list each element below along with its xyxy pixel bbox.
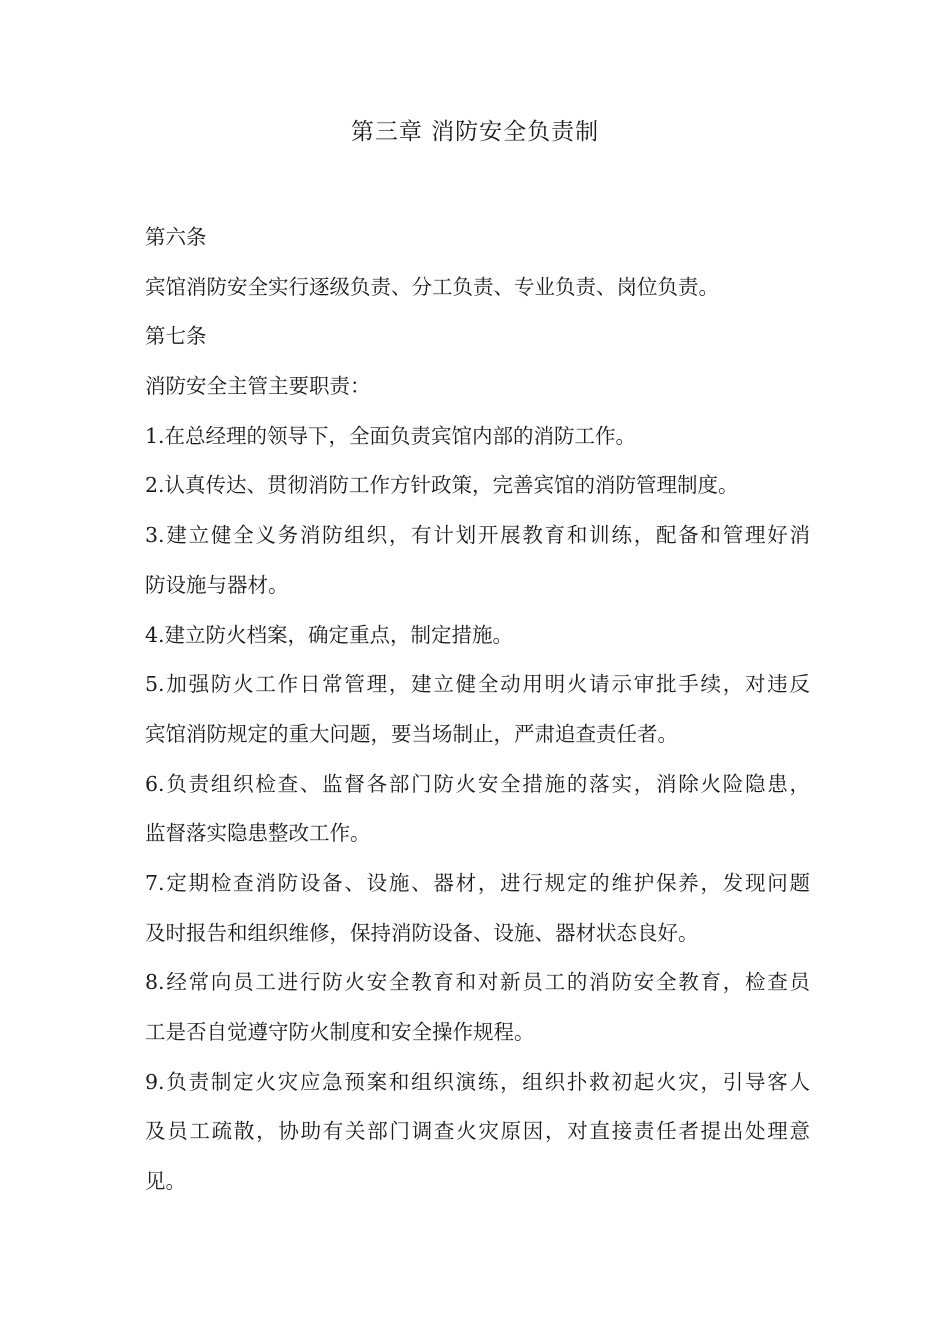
body-line: 防设施与器材。 [145,572,289,597]
body-line: 2.认真传达、贯彻消防工作方针政策，完善宾馆的消防管理制度。 [145,473,739,498]
body-line: 及时报告和组织维修，保持消防设备、设施、器材状态良好。 [145,920,699,945]
body-line: 及员工疏散，协助有关部门调查火灾原因，对直接责任者提出处理意 [145,1119,810,1144]
body-line: 4.建立防火档案，确定重点，制定措施。 [145,622,514,647]
body-line: 6.负责组织检查、监督各部门防火安全措施的落实，消除火险隐患， [145,771,810,796]
body-line: 3.建立健全义务消防组织，有计划开展教育和训练，配备和管理好消 [145,523,810,548]
body-line: 8.经常向员工进行防火安全教育和对新员工的消防安全教育，检查员 [145,970,810,995]
body-line: 工是否自觉遵守防火制度和安全操作规程。 [145,1020,535,1044]
chapter-title: 第三章 消防安全负责制 [350,119,600,145]
body-line: 宾馆消防安全实行逐级负责、分工负责、专业负责、岗位负责。 [145,274,719,299]
body-line: 5.加强防火工作日常管理，建立健全动用明火请示审批手续，对违反 [145,672,810,697]
body-line: 第六条 [145,225,207,249]
body-line: 消防安全主管主要职责： [145,374,371,399]
body-line: 见。 [145,1169,186,1194]
body-line: 1.在总经理的领导下，全面负责宾馆内部的消防工作。 [145,423,637,448]
body-line: 7.定期检查消防设备、设施、器材，进行规定的维护保养，发现问题 [145,870,810,895]
body-line: 9.负责制定火灾应急预案和组织演练，组织扑救初起火灾，引导客人 [145,1069,810,1094]
document-body [145,213,810,1207]
body-line: 宾馆消防规定的重大问题，要当场制止，严肃追查责任者。 [145,721,678,746]
body-line: 第七条 [145,324,207,349]
body-line: 监督落实隐患整改工作。 [145,821,371,846]
